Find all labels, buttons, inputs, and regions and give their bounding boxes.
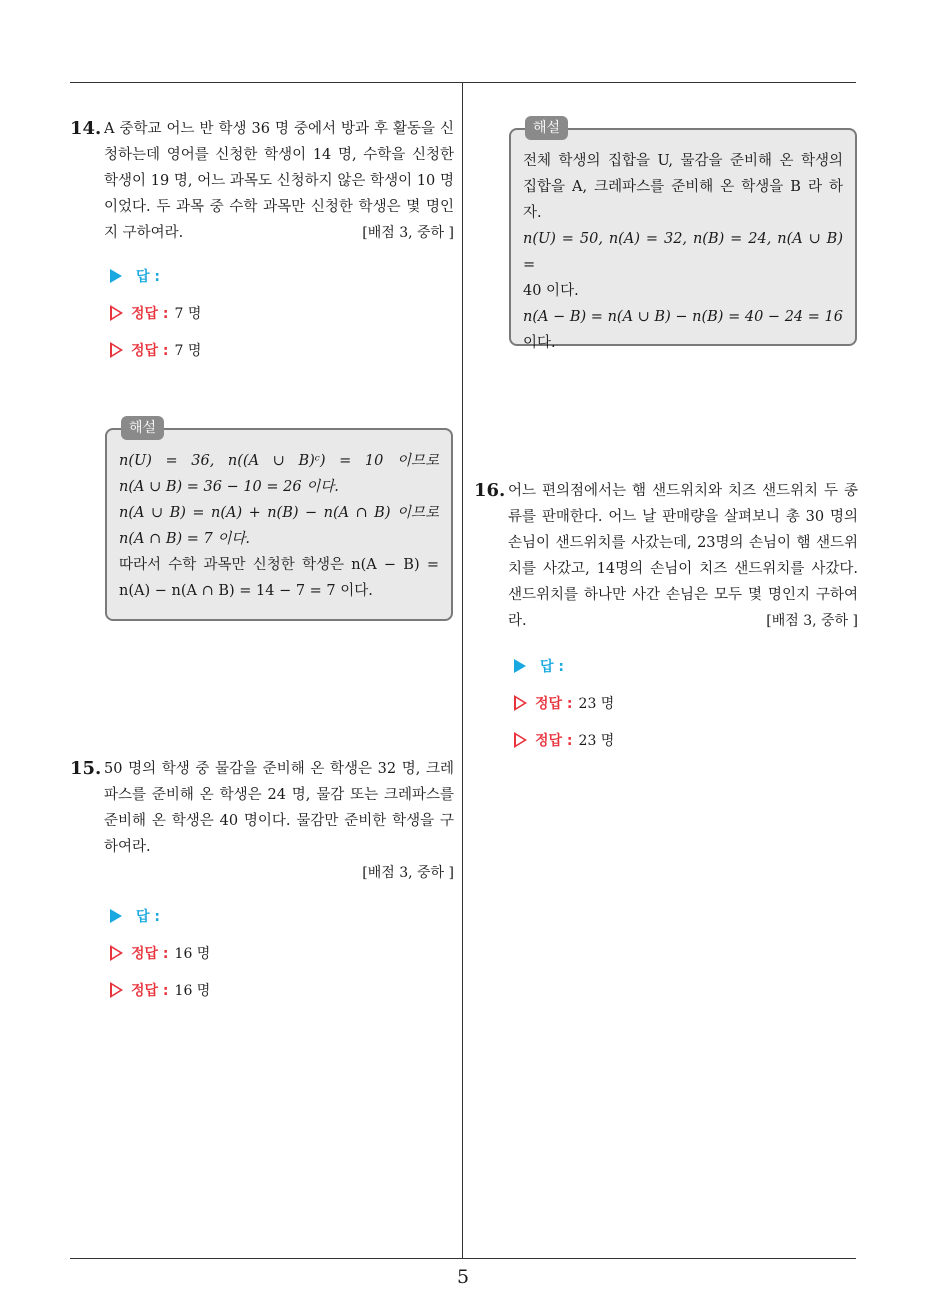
problem-number: 15.: [70, 758, 102, 779]
correct-answer-row: [110, 301, 201, 325]
answer-label: 답 :: [540, 659, 564, 675]
bottom-rule: [70, 1258, 856, 1259]
correct-label: 정답 :: [131, 946, 169, 962]
correct-arrow-icon: [514, 695, 527, 711]
correct-label: 정답 :: [131, 983, 169, 999]
solution-line: n(A ∪ B) = 36 − 10 = 26 이다.: [119, 479, 339, 495]
solution-line: 40 이다.: [523, 283, 579, 299]
answer-label: 답 :: [136, 269, 160, 285]
solution-line: n(A − B) = n(A ∪ B) − n(B) = 40 − 24 = 16: [523, 309, 843, 325]
answer-arrow-icon: [110, 269, 122, 283]
solution-line: 집합을 A, 크레파스를 준비해 온 학생을 B 라 하: [523, 179, 843, 195]
correct-value: 23 명: [578, 733, 615, 749]
correct-label: 정답 :: [535, 696, 573, 712]
problem-number: 16.: [474, 480, 506, 501]
solution-line: 따라서 수학 과목만 신청한 학생은 n(A − B) =: [119, 557, 439, 573]
solution-line: n(A ∩ B) = 7 이다.: [119, 531, 250, 547]
solution-box-14: [105, 420, 453, 621]
correct-label: 정답 :: [131, 343, 169, 359]
problem-15: [70, 756, 454, 886]
correct-answer-row: [110, 941, 210, 965]
answer-arrow-icon: [110, 909, 122, 923]
answer-arrow-icon: [514, 659, 526, 673]
correct-label: 정답 :: [535, 733, 573, 749]
page-number: 5: [456, 1266, 470, 1288]
correct-label: 정답 :: [131, 306, 169, 322]
solution-tag: 해설: [121, 416, 164, 440]
problem-text: A 중학교 어느 반 학생 36 명 중에서 방과 후 활동을 신청하는데 영어를 신청한 학생이 14 명, 수학을 신청한 학생이 19 명, 어느 과목도 신청하지 않은 학생이 10 명이었다. 두 과목 중 수학 과목만 신청한 학생은 몇 명인지 구하여라.: [104, 121, 454, 241]
solution-line: n(A) − n(A ∩ B) = 14 − 7 = 7 이다.: [119, 583, 373, 599]
problem-16: [474, 478, 858, 634]
problem-points: [배점 3, 중하 ]: [362, 225, 454, 241]
solution-line: n(A ∪ B) = n(A) + n(B) − n(A ∩ B) 이므로: [119, 505, 439, 521]
solution-line: 이다.: [523, 335, 556, 351]
column-divider: [462, 82, 463, 1258]
correct-value: 23 명: [578, 696, 615, 712]
correct-answer-row: [110, 338, 201, 362]
solution-line: n(U) = 36, n((A ∪ B)ᶜ) = 10 이므로: [119, 453, 439, 469]
correct-arrow-icon: [110, 982, 123, 998]
correct-answer-row: [514, 691, 614, 715]
solution-line: n(U) = 50, n(A) = 32, n(B) = 24, n(A ∪ B) =: [523, 231, 843, 273]
answer-row: [110, 264, 160, 288]
correct-arrow-icon: [110, 305, 123, 321]
answer-label: 답 :: [136, 909, 160, 925]
correct-value: 16 명: [174, 983, 211, 999]
correct-answer-row: [110, 978, 210, 1002]
correct-value: 16 명: [174, 946, 211, 962]
problem-text: 어느 편의점에서는 햄 샌드위치와 치즈 샌드위치 두 종류를 판매한다. 어느 날 판매량을 살펴보니 총 30 명의 손님이 샌드위치를 사갔는데, 23명의 손님이 햄 샌드위치를 사갔고, 14명의 손님이 치즈 샌드위치를 사갔다. 샌드위치를 하나만 사간 손님은 모두 몇 명인지 구하여라.: [508, 483, 858, 629]
top-rule: [70, 82, 856, 83]
problem-number: 14.: [70, 118, 102, 139]
problem-points: [배점 3, 중하 ]: [766, 613, 858, 629]
correct-value: 7 명: [174, 343, 202, 359]
answer-row: [110, 904, 160, 928]
correct-arrow-icon: [110, 342, 123, 358]
problem-text: 50 명의 학생 중 물감을 준비해 온 학생은 32 명, 크레파스를 준비해 온 학생은 24 명, 물감 또는 크레파스를 준비해 온 학생은 40 명이다. 물감만 준비한 학생을 구하여라.: [104, 761, 454, 855]
solution-tag: 해설: [525, 116, 568, 140]
problem-14: [70, 116, 454, 246]
correct-arrow-icon: [110, 945, 123, 961]
correct-answer-row: [514, 728, 614, 752]
solution-line: 자.: [523, 205, 542, 221]
problem-points: [배점 3, 중하 ]: [362, 865, 454, 881]
solution-box-15: [509, 120, 857, 351]
solution-line: 전체 학생의 집합을 U, 물감을 준비해 온 학생의: [523, 153, 843, 169]
correct-arrow-icon: [514, 732, 527, 748]
answer-row: [514, 654, 564, 678]
correct-value: 7 명: [174, 306, 202, 322]
